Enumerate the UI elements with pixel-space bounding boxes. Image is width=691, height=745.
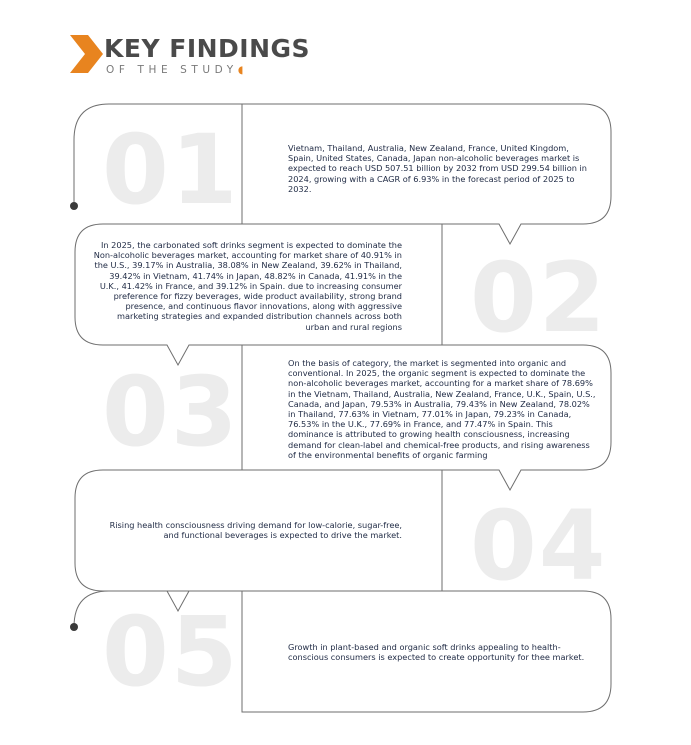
finding-number-05: 05: [102, 596, 240, 708]
finding-number-04: 04: [470, 490, 608, 602]
page-title: KEY FINDINGS: [104, 34, 311, 63]
timeline-dot-bottom: [70, 623, 78, 631]
finding-number-02: 02: [470, 242, 608, 354]
finding-text-05: Growth in plant-based and organic soft drinks appealing to health-conscious consumers is expected to create opportunity for thee market.: [288, 642, 585, 663]
finding-text-04: Rising health consciousness driving demand for low-calorie, sugar-free, and functional beverages is expected to drive the market.: [109, 520, 402, 541]
logo-chevron-icon: [70, 35, 103, 73]
finding-number-01: 01: [102, 114, 240, 226]
page-subtitle: [106, 64, 243, 76]
finding-text-01: Vietnam, Thailand, Australia, New Zealand, France, United Kingdom, Spain, United States, Canada, Japan non-alcoholic beverages market is expected to reach USD 507.51 billion by 2032 from USD 299.54 billion in 2024, growing with a CAGR of 6.93% in the forecast period of 2025 to 2032.: [288, 143, 587, 194]
subtitle-accent-icon: ◖: [237, 64, 244, 76]
finding-text-02: In 2025, the carbonated soft drinks segment is expected to dominate the Non-alcoholic beverages market, accounting for market share of 40.91% in the U.S., 39.17% in Australia, 38.08% in New Zealand, 39.62% in Thailand, 39.42% in Vietnam, 41.74% in Japan, 48.82% in Canada, 41.91% in the U.K., 41.42% in France, and 39.12% in Spain. due to increasing consumer preference for fizzy beverages, wide product availability, strong brand presence, and continuous flavor innovations, along with aggressive marketing strategies and expanded distribution channels across both urban and rural regions: [93, 240, 402, 332]
finding-number-03: 03: [102, 356, 240, 468]
timeline-dot-top: [70, 202, 78, 210]
box-04-outline: [75, 470, 442, 611]
page-subtitle-text: OF THE STUDY: [106, 64, 238, 76]
finding-text-03: On the basis of category, the market is segmented into organic and conventional. In 2025, the organic segment is expected to dominate the non-alcoholic beverages market, accounting for a market share of 78.69% in the Vietnam, Thailand, Australia, New Zealand, France, U.K., Spain, U.S., Canada, and Japan, 79.53% in Australia, 79.43% in New Zealand, 78.02% in Thailand, 77.63% in Vietnam, 77.01% in Japan, 79.23% in Canada, 76.53% in the U.K., 77.69% in France, and 77.47% in Spain. This dominance is attributed to growing health consciousness, increasing demand for clean-label and chemical-free products, and rising awareness of the environmental benefits of organic farming: [288, 358, 596, 460]
